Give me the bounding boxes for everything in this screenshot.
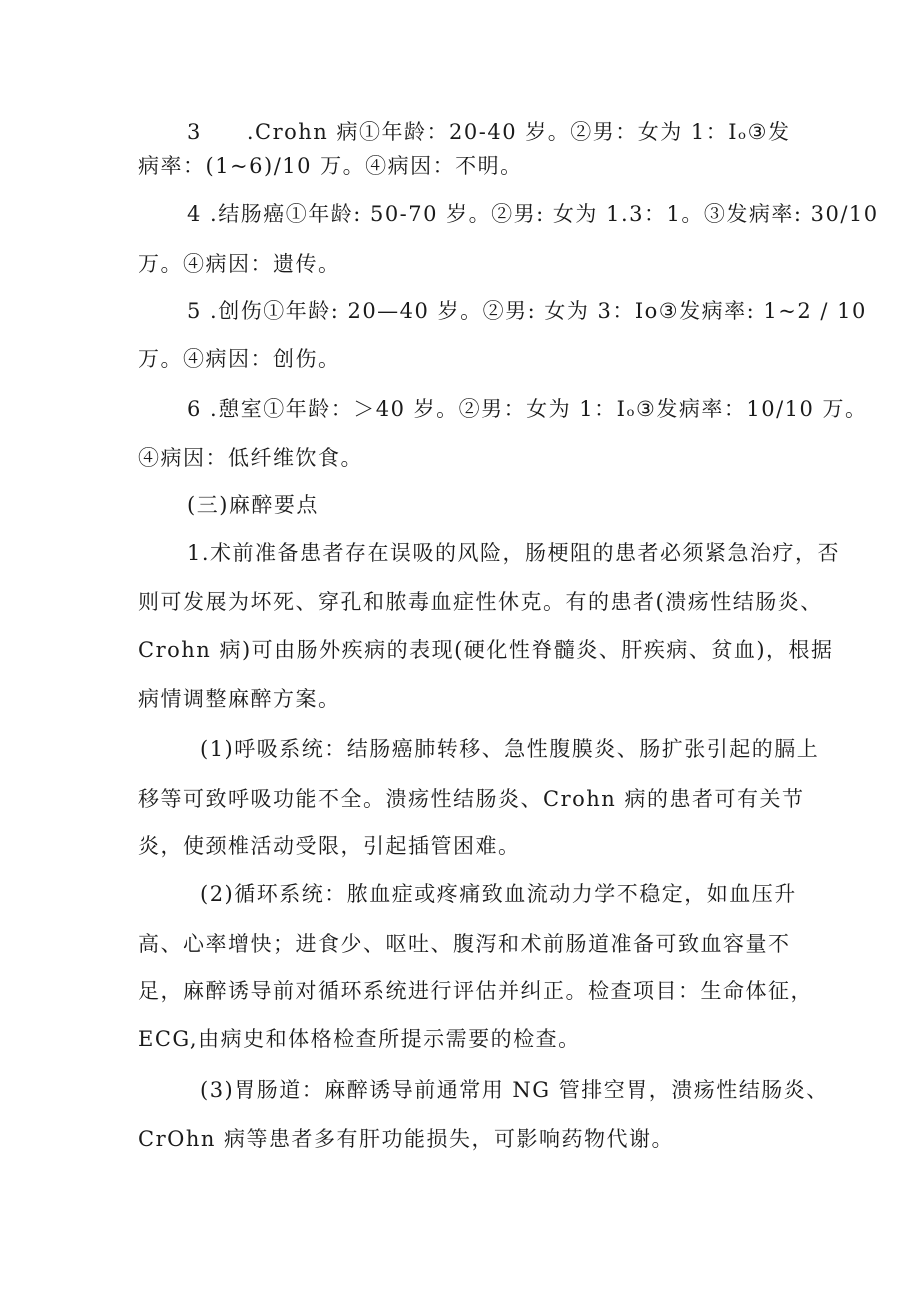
text-line-21: (3)胃肠道：麻醉诱导前通常用 NG 管排空胃，溃疡性结肠炎、 [200, 1078, 829, 1102]
text-line-5: 5 .创伤①年龄: 20—40 岁。②男: 女为 3：Io③发病率: 1~2 / 10 [187, 299, 867, 323]
text-line-2: 病率：(1~6)/10 万。④病因：不明。 [138, 154, 523, 178]
text-line-16: 炎，使颈椎活动受限，引起插管困难。 [138, 834, 521, 858]
text-line-19: 足，麻醉诱导前对循环系统进行评估并纠正。检查项目：生命体征， [138, 979, 813, 1003]
text-line-18: 高、心率增快；进食少、呕吐、腹泻和术前肠道准备可致血容量不 [138, 932, 791, 956]
text-line-6: 万。④病因：创伤。 [138, 347, 341, 371]
text-line-13: 病情调整麻醉方案。 [138, 687, 341, 711]
text-line-10: 1.术前准备患者存在误吸的风险，肠梗阻的患者必须紧急治疗，否 [187, 541, 841, 565]
text-line-15: 移等可致呼吸功能不全。溃疡性结肠炎、Crohn 病的患者可有关节 [138, 787, 805, 811]
section-heading: (三)麻醉要点 [187, 493, 319, 517]
text-line-14: (1)呼吸系统：结肠癌肺转移、急性腹膜炎、肠扩张引起的膈上 [200, 737, 820, 761]
text-line-8: ④病因：低纤维饮食。 [138, 446, 363, 470]
text-line-17: (2)循环系统：脓血症或疼痛致血流动力学不稳定，如血压升 [200, 882, 797, 906]
text-line-20: ECG,由病史和体格检查所提示需要的检查。 [138, 1027, 581, 1051]
text-line-22: CrOhn 病等患者多有肝功能损失，可影响药物代谢。 [138, 1127, 675, 1151]
text-line-7: 6 .憩室①年龄：＞40 岁。②男：女为 1：Iₒ③发病率：10/10 万。 [187, 397, 868, 421]
text-line-3: 4 .结肠癌①年龄: 50-70 岁。②男: 女为 1.3：1。③发病率: 30/10 [187, 202, 879, 226]
text-line-11: 则可发展为坏死、穿孔和脓毒血症性休克。有的患者(溃疡性结肠炎、 [138, 590, 823, 614]
text-line-1: 3 .Crohn 病①年龄：20-40 岁。②男：女为 1：Iₒ③发 [187, 120, 791, 144]
text-line-12: Crohn 病)可由肠外疾病的表现(硬化性脊髓炎、肝疾病、贫血)，根据 [138, 638, 834, 662]
text-line-4: 万。④病因：遗传。 [138, 252, 341, 276]
